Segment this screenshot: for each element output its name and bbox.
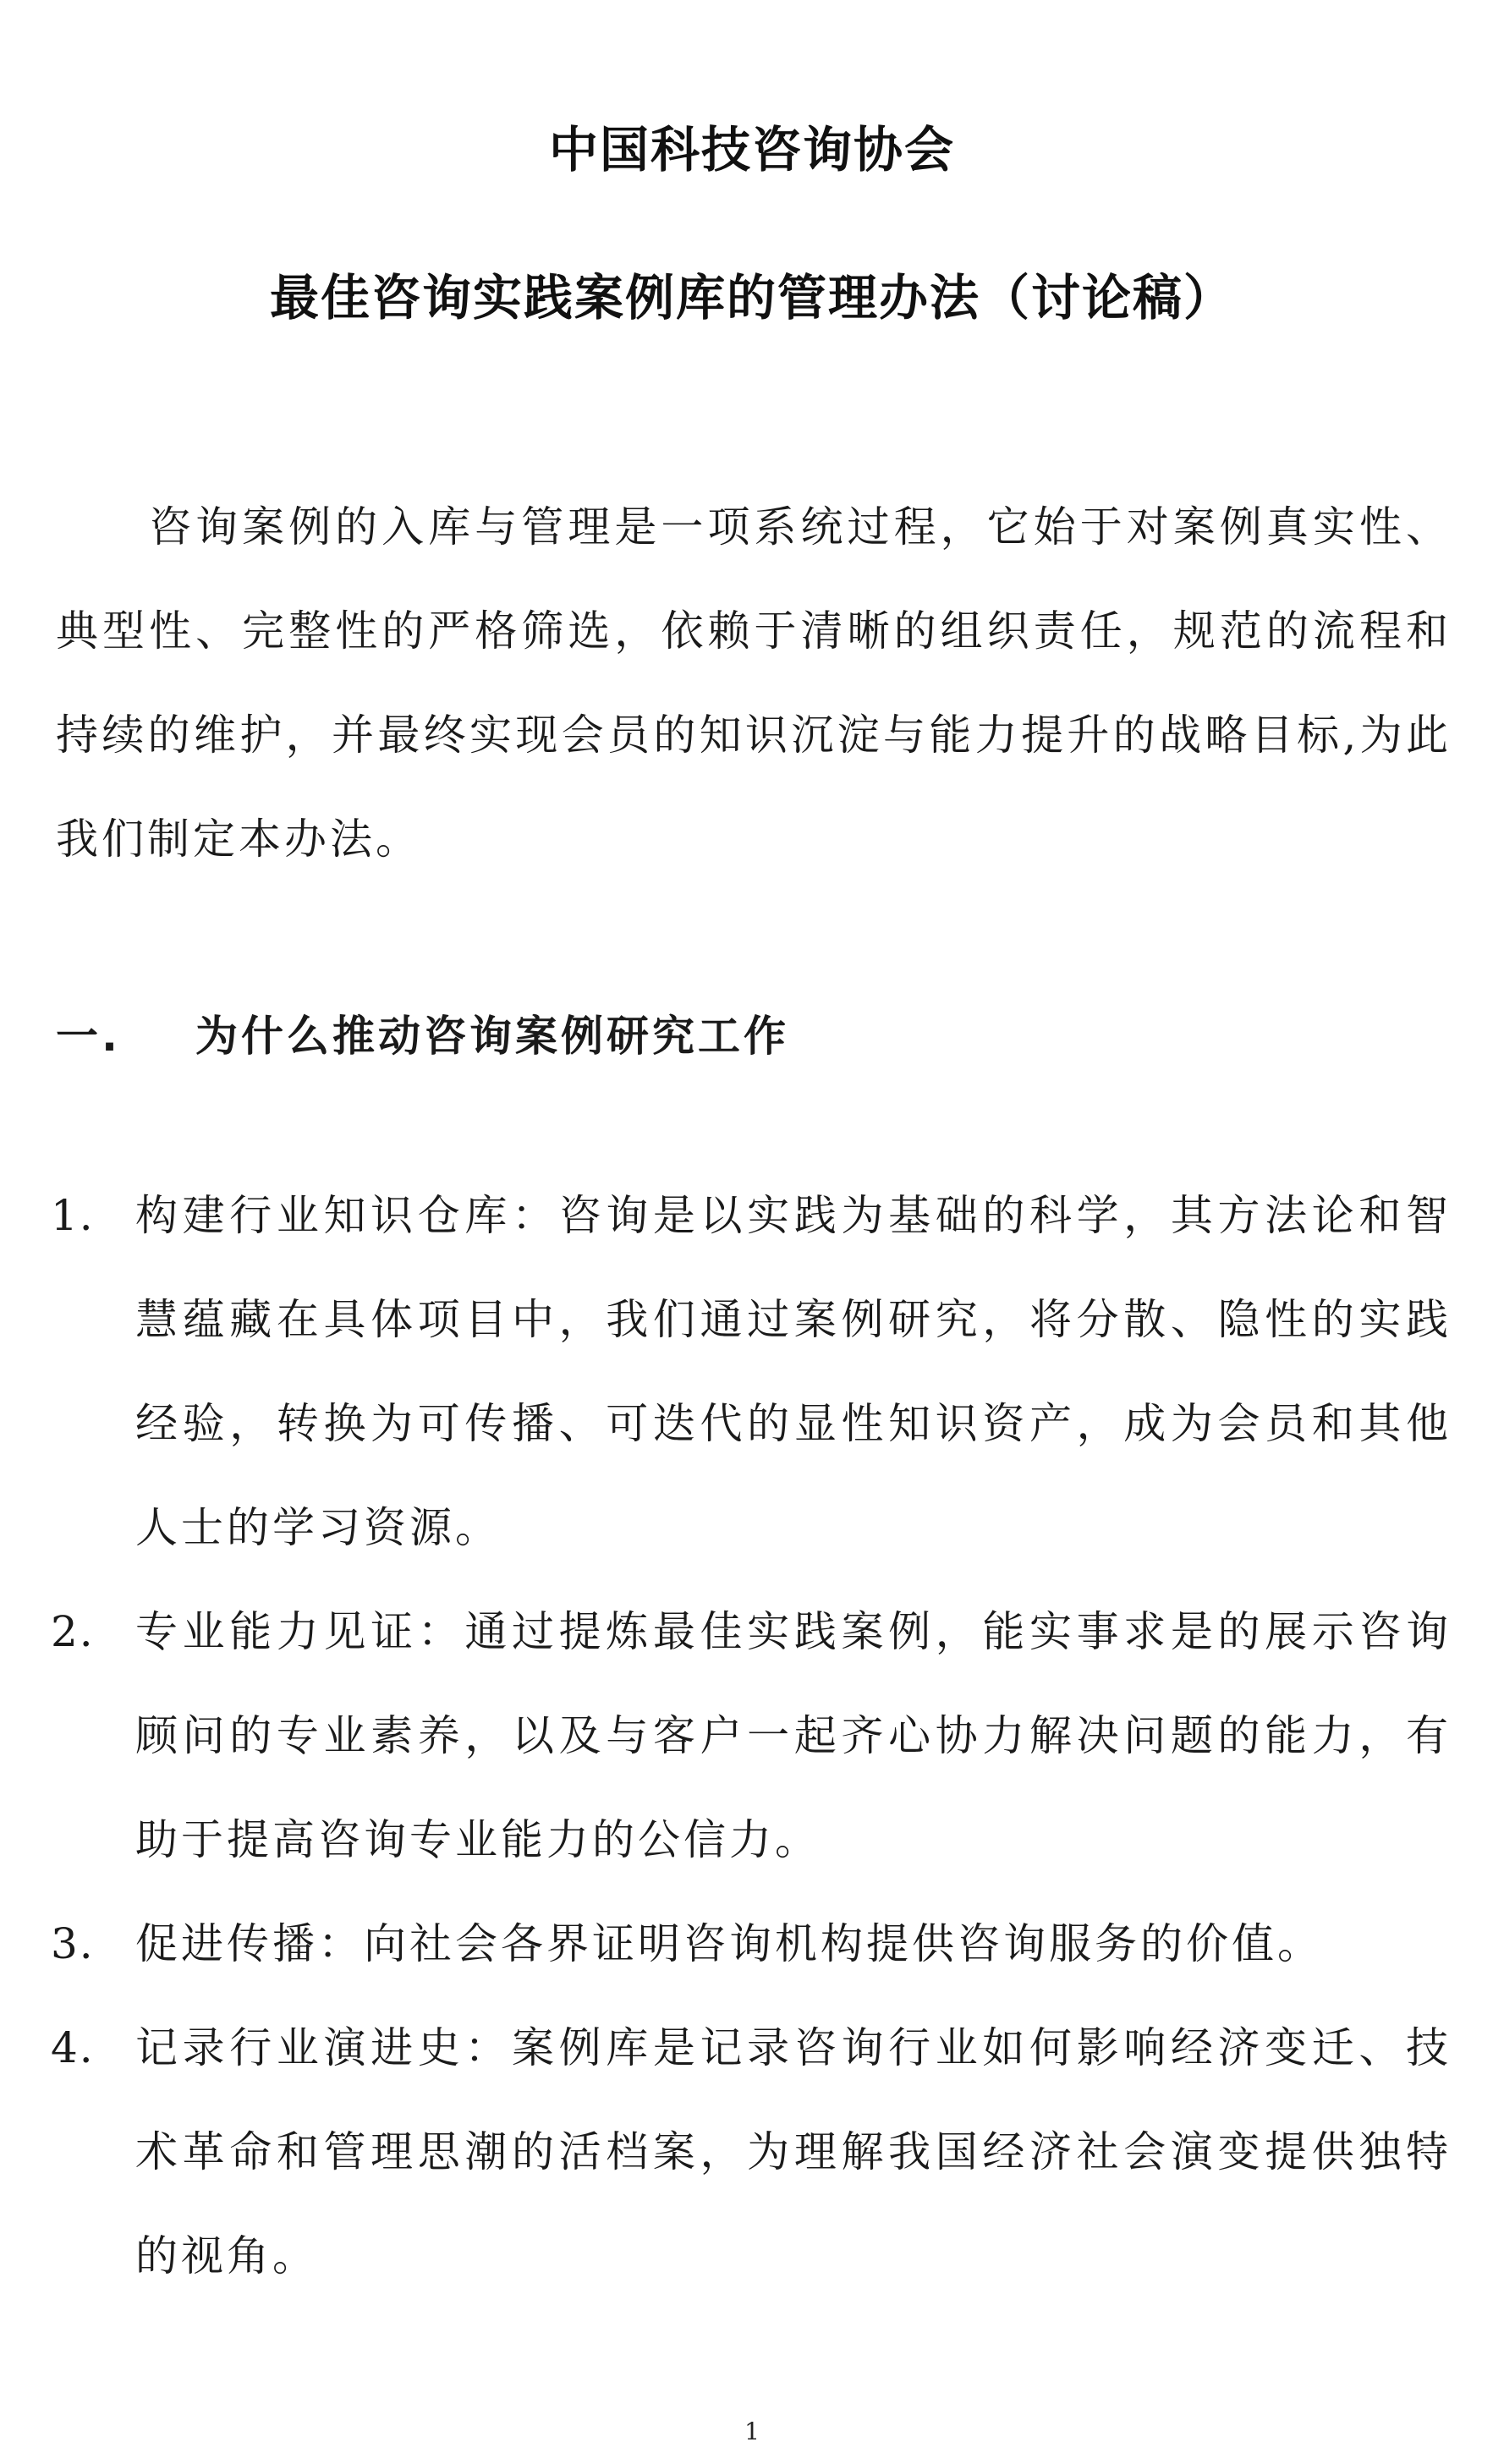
reasons-list (0, 1164, 1504, 2308)
list-item (0, 1996, 1504, 2308)
document-title: 最佳咨询实践案例库的管理办法（讨论稿） (269, 269, 1234, 327)
intro-paragraph: 咨询案例的入库与管理是一项系统过程，它始于对案例真实性、典型性、完整性的严格筛选，依赖于清晰的组织责任，规范的流程和持续的维护，并最终实现会员的知识沉淀与能力提升的战略目标,为此我们制定本办法。 (56, 502, 1452, 864)
list-item-text: 专业能力见证：通过提炼最佳实践案例，能实事求是的展示咨询顾问的专业素养，以及与客户一起齐心协力解决问题的能力，有助于提高咨询专业能力的公信力。 (135, 1607, 1452, 1864)
page-number: 1 (744, 2417, 760, 2445)
list-item (0, 1164, 1504, 1580)
section-title: 为什么推动咨询案例研究工作 (195, 1012, 789, 1061)
list-item-text: 促进传播：向社会各界证明咨询机构提供咨询服务的价值。 (135, 1919, 1323, 1968)
list-item-text: 记录行业演进史：案例库是记录咨询行业如何影响经济变迁、技术革命和管理思潮的活档案，为理解我国经济社会演变提供独特的视角。 (135, 2023, 1452, 2280)
section-heading (56, 1002, 789, 1063)
list-item (0, 1580, 1504, 1892)
list-item-index: 3. (51, 1919, 95, 1968)
organization-title: 中国科技咨询协会 (548, 121, 955, 178)
list-item (0, 1892, 1504, 1996)
list-item-index: 4. (51, 2023, 95, 2072)
section-number: 一. (56, 1012, 121, 1061)
list-item-index: 1. (51, 1191, 95, 1240)
list-item-text: 构建行业知识仓库：咨询是以实践为基础的科学，其方法论和智慧蕴藏在具体项目中，我们通过案例研究，将分散、隐性的实践经验，转换为可传播、可迭代的显性知识资产，成为会员和其他人士的学习资源。 (135, 1191, 1452, 1552)
list-item-index: 2. (51, 1607, 95, 1656)
